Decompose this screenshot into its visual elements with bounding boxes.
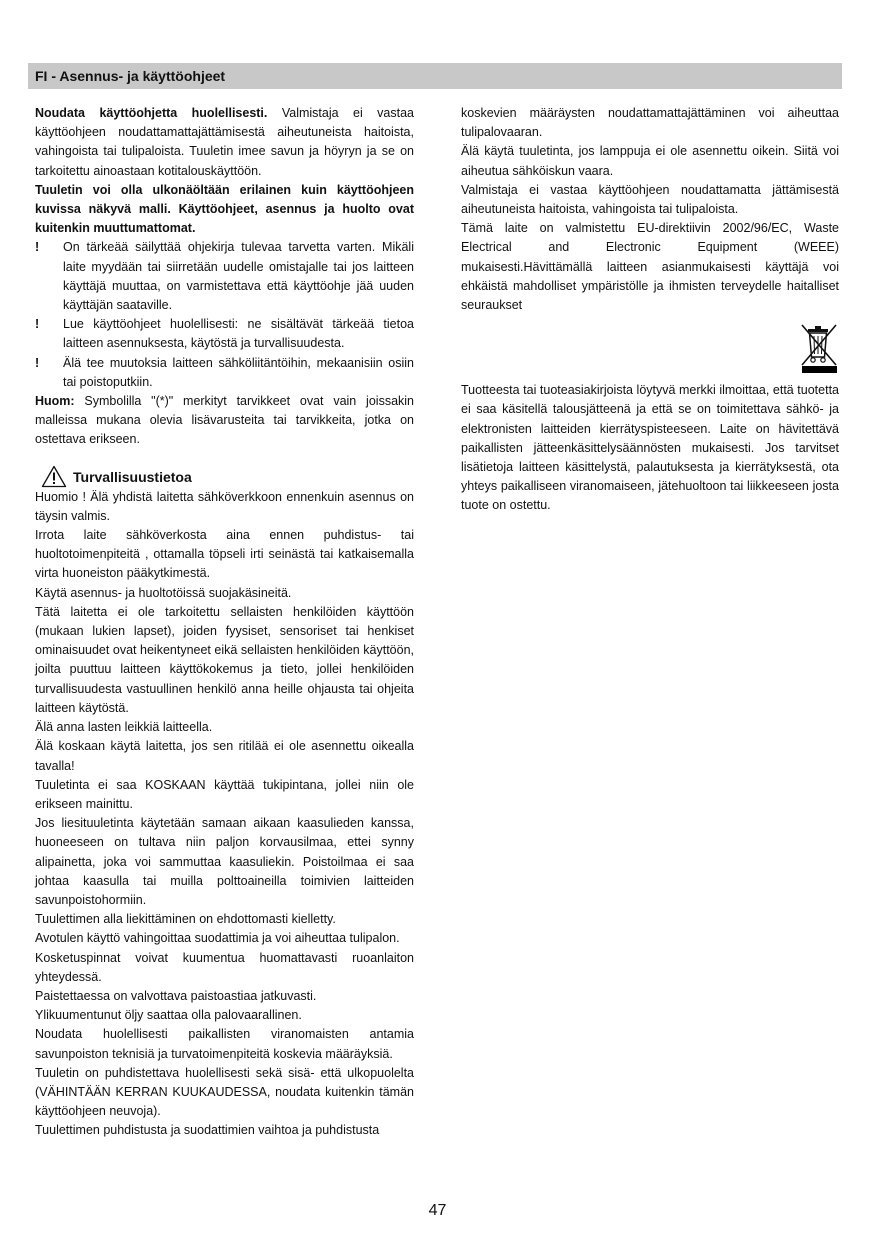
page-title: FI - Asennus- ja käyttöohjeet — [35, 68, 226, 84]
note-paragraph — [35, 392, 414, 450]
bullet-text: Älä tee muutoksia laitteen sähköliitäntöihin, mekaanisiin osiin tai poistoputkiin. — [63, 355, 414, 389]
safety-title: Turvallisuustietoa — [73, 469, 192, 486]
safety-paragraph: Tuulettimen alla liekittäminen on ehdottomasti kielletty. — [35, 912, 336, 927]
safety-paragraph: Avotulen käyttö vahingoittaa suodattimia ja voi aiheuttaa tulipalon. — [35, 931, 400, 946]
crossed-out-bin-icon — [799, 323, 839, 369]
safety-paragraph: Käytä asennus- ja huoltotöissä suojakäsineitä. — [35, 585, 292, 600]
bullet-text: On tärkeää säilyttää ohjekirja tulevaa tarvetta varten. Mikäli laite myydään tai siirretään uudelle omistajalle tai jos laitteen käyttäjä muuttaa, on varmistettava että käyttöohje jää uuden käyttäjän saataville. — [63, 240, 414, 313]
exclamation-icon: ! — [35, 317, 40, 332]
safety-paragraph: Paistettaessa on valvottava paistoastiaa jatkuvasti. — [35, 988, 317, 1003]
weee-symbol-area — [461, 323, 839, 381]
section-header-bar — [28, 63, 842, 89]
bullet-item — [35, 354, 414, 392]
warning-triangle-icon — [41, 465, 67, 488]
right-column — [461, 104, 839, 516]
safety-paragraph: Tuulettimen puhdistusta ja suodattimien vaihtoa ja puhdistusta — [35, 1123, 380, 1138]
note-text: Symbolilla "(*)" merkityt tarvikkeet ovat vain joissakin malleissa mukana olevia lisävarusteita tai tarvikkeita, jotka on ostettava erikseen. — [35, 394, 414, 447]
right-paragraph: koskevien määräysten noudattamattajättäminen voi aiheuttaa tulipalovaaran. — [461, 106, 839, 140]
safety-section-heading — [35, 464, 414, 488]
right-paragraph: Tämä laite on valmistettu EU-direktiivin 2002/96/EC, Waste Electrical and Electronic Equipment (WEEE) mukaisesti.Hävittämällä laitteen asianmukaisesti käyttäjä voi ehkäistä mahdolliset ympäristölle ja ihmisten terveydelle haitalliset seuraukset — [461, 221, 839, 313]
note-label: Huom: — [35, 394, 75, 409]
right-paragraph: Älä käytä tuuletinta, jos lamppuja ei ole asennettu oikein. Siitä voi aiheutua sähköiskun vaara. — [461, 144, 839, 178]
exclamation-icon: ! — [35, 355, 40, 370]
safety-paragraph: Jos liesituuletinta käytetään samaan aikaan kaasulieden kanssa, huoneeseen on tultava niin paljon korvausilmaa, ettei synny alipainetta, joka voi sammuttaa kaasuliekin. Poistoilmaa ei saa johtaa kaasulla tai muilla polttoaineilla toimivien laitteiden savunpoistohormiin. — [35, 816, 414, 907]
bullet-item — [35, 238, 414, 315]
safety-paragraph: Älä anna lasten leikkiä laitteella. — [35, 720, 213, 735]
intro-paragraph — [35, 104, 414, 181]
safety-paragraph: Kosketuspinnat voivat kuumentua huomattavasti ruoanlaiton yhteydessä. — [35, 950, 414, 984]
bullet-text: Lue käyttöohjeet huolellisesti: ne sisältävät tärkeää tietoa laitteen asennuksesta, käytöstä ja turvallisuudesta. — [63, 317, 414, 351]
intro-lead-rest: Valmistaja ei vastaa käyttöohjeen noudattamattajättämisestä aiheutuneista haitoista, vahingoista tai tulipaloista. Tuuletin imee savun ja höyryn ja se on tarkoitettu ainoastaan kotitalouskäyttöön. — [35, 106, 414, 178]
intro-lead-bold: Noudata käyttöohjetta huolellisesti. — [35, 106, 268, 120]
safety-paragraph: Älä koskaan käytä laitetta, jos sen ritilää ei ole asennettu oikealla tavalla! — [35, 739, 414, 773]
black-bar-icon — [802, 366, 837, 373]
weee-paragraph: Tuotteesta tai tuoteasiakirjoista löytyvä merkki ilmoittaa, että tuotetta ei saa käsitellä talousjätteenä ja että se on toimitettava sähkö- ja elektronisten laitteiden kierrätyspisteeseen. Laite on hävitettävä paikallisten jätteenkäsittelysäännösten mukaisesti. Jos tarvitset lisätietoja laitteen käsittelystä, palautuksesta ja kierrätyksestä, ota yhteys paikalliseen viranomaiseen, jätehuoltoon tai liikkeeseen josta tuote on ostettu. — [461, 383, 839, 513]
safety-paragraph: Tuuletinta ei saa KOSKAAN käyttää tukipintana, jollei niin ole erikseen mainittu. — [35, 777, 414, 811]
left-column — [35, 104, 414, 1141]
safety-paragraph: Tuuletin on puhdistettava huolellisesti sekä sisä- että ulkopuolelta (VÄHINTÄÄN KERRAN KUUKAUDESSA, noudata kuitenkin tämän käyttöohjeen neuvoja). — [35, 1065, 414, 1119]
safety-paragraph: Huomio ! Älä yhdistä laitetta sähköverkkoon ennenkuin asennus on täysin valmis. — [35, 489, 414, 523]
safety-paragraph: Noudata huolellisesti paikallisten viranomaisten antamia savunpoiston teknisiä ja turvatoimenpiteitä koskevia määräyksiä. — [35, 1027, 414, 1061]
intro-bold-paragraph: Tuuletin voi olla ulkonäöltään erilainen kuin käyttöohjeen kuvissa näkyvä malli. Käyttöohjeet, asennus ja huolto ovat kuitenkin muuttumattomat. — [35, 182, 414, 236]
page-number: 47 — [428, 1202, 447, 1219]
right-paragraph: Valmistaja ei vastaa käyttöohjeen noudattamatta jättämisestä aiheutuneista haitoista, vahingoista tai tulipaloista. — [461, 182, 839, 217]
safety-paragraph: Tätä laitetta ei ole tarkoitettu sellaisten henkilöiden käyttöön (mukaan lukien lapset), joiden fyysiset, sensoriset tai henkiset ominaisuudet ovat heikentyneet eikä sellaisten henkilöiden käyttöön, joilta puuttuu laitteen käyttökokemus ja tieto, jollei henkilöiden turvallisuudesta vastuullinen henkilö anna heille ohjausta tai ohjeita laitteen käytöstä. — [35, 604, 414, 715]
bullet-item — [35, 315, 414, 353]
exclamation-icon: ! — [35, 240, 40, 255]
safety-paragraph: Irrota laite sähköverkosta aina ennen puhdistus- tai huoltotoimenpiteitä , ottamalla töpseli irti seinästä tai katkaisemalla virta huoneiston pääkytkimestä. — [35, 528, 414, 581]
safety-paragraph: Ylikuumentunut öljy saattaa olla palovaarallinen. — [35, 1008, 302, 1023]
